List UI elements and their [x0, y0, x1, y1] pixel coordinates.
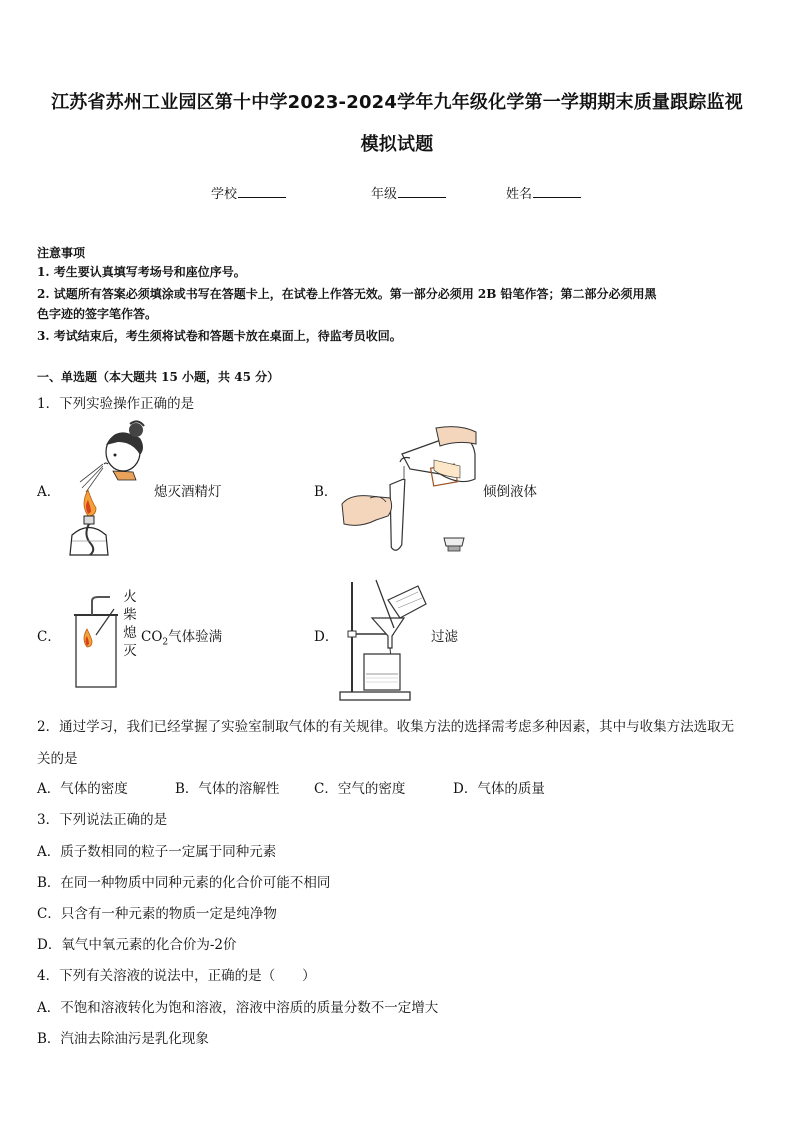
option-letter: A．: [37, 484, 61, 500]
option-b: B．汽油去除油污是乳化现象: [37, 1031, 209, 1047]
option-letter: D．: [314, 629, 339, 645]
section-heading: 一、单选题（本大题共 15 小题，共 45 分）: [37, 370, 280, 384]
option-letter: C．: [37, 629, 61, 645]
match-label: 火 柴 熄 灭: [123, 589, 137, 659]
question-4-stem: 4．下列有关溶液的说法中，正确的是（ ）: [37, 968, 316, 984]
option-letter: B．: [314, 484, 338, 500]
option-caption: 倾倒液体: [483, 484, 537, 500]
notice-item: 1. 考生要认真填写考场号和座位序号。: [37, 265, 246, 279]
option-c: C．只含有一种元素的物质一定是纯净物: [37, 906, 277, 922]
gas-bottle-illustration: [70, 595, 122, 690]
question-2-stem: 2．通过学习，我们已经掌握了实验室制取气体的有关规律。收集方法的选择需考虑多种因素，其中与收集方法选取无: [37, 719, 735, 735]
option-a: A．不饱和溶液转化为饱和溶液，溶液中溶质的质量分数不一定增大: [37, 1000, 439, 1016]
page-title-line1: 江苏省苏州工业园区第十中学2023-2024学年九年级化学第一学期期末质量跟踪监视: [51, 92, 743, 113]
school-field: 学校: [211, 183, 286, 202]
option-c: C．空气的密度: [314, 781, 406, 797]
option-b: B．在同一种物质中同种元素的化合价可能不相同: [37, 875, 331, 891]
notice-item: 3. 考试结束后，考生须将试卷和答题卡放在桌面上，待监考员收回。: [37, 329, 402, 343]
pour-liquid-illustration: [340, 424, 480, 554]
option-a: A．质子数相同的粒子一定属于同种元素: [37, 844, 277, 860]
name-field: 姓名: [506, 183, 581, 202]
question-3-stem: 3．下列说法正确的是: [37, 812, 168, 828]
extinguish-lamp-illustration: [58, 420, 158, 560]
option-d: D．气体的质量: [453, 781, 545, 797]
notice-heading: 注意事项: [37, 246, 86, 260]
notice-item: 色字迹的签字笔作答。: [37, 307, 158, 321]
filtration-illustration: [338, 578, 433, 704]
option-caption: 熄灭酒精灯: [154, 484, 222, 500]
option-a: A．气体的密度: [37, 781, 128, 797]
option-caption: $CO_2$气体验满: [141, 629, 223, 648]
option-d: D．氧气中氧元素的化合价为-2价: [37, 937, 237, 953]
notice-item: 2. 试题所有答案必须填涂或书写在答题卡上，在试卷上作答无效。第一部分必须用 2B 铅笔作答；第二部分必须用黑: [37, 287, 657, 301]
option-caption: 过滤: [431, 629, 458, 645]
option-b: B．气体的溶解性: [175, 781, 280, 797]
question-2-stem-cont: 关的是: [37, 751, 78, 767]
grade-field: 年级: [371, 183, 446, 202]
page-title-line2: 模拟试题: [360, 134, 434, 155]
question-1-stem: 1．下列实验操作正确的是: [37, 396, 195, 412]
